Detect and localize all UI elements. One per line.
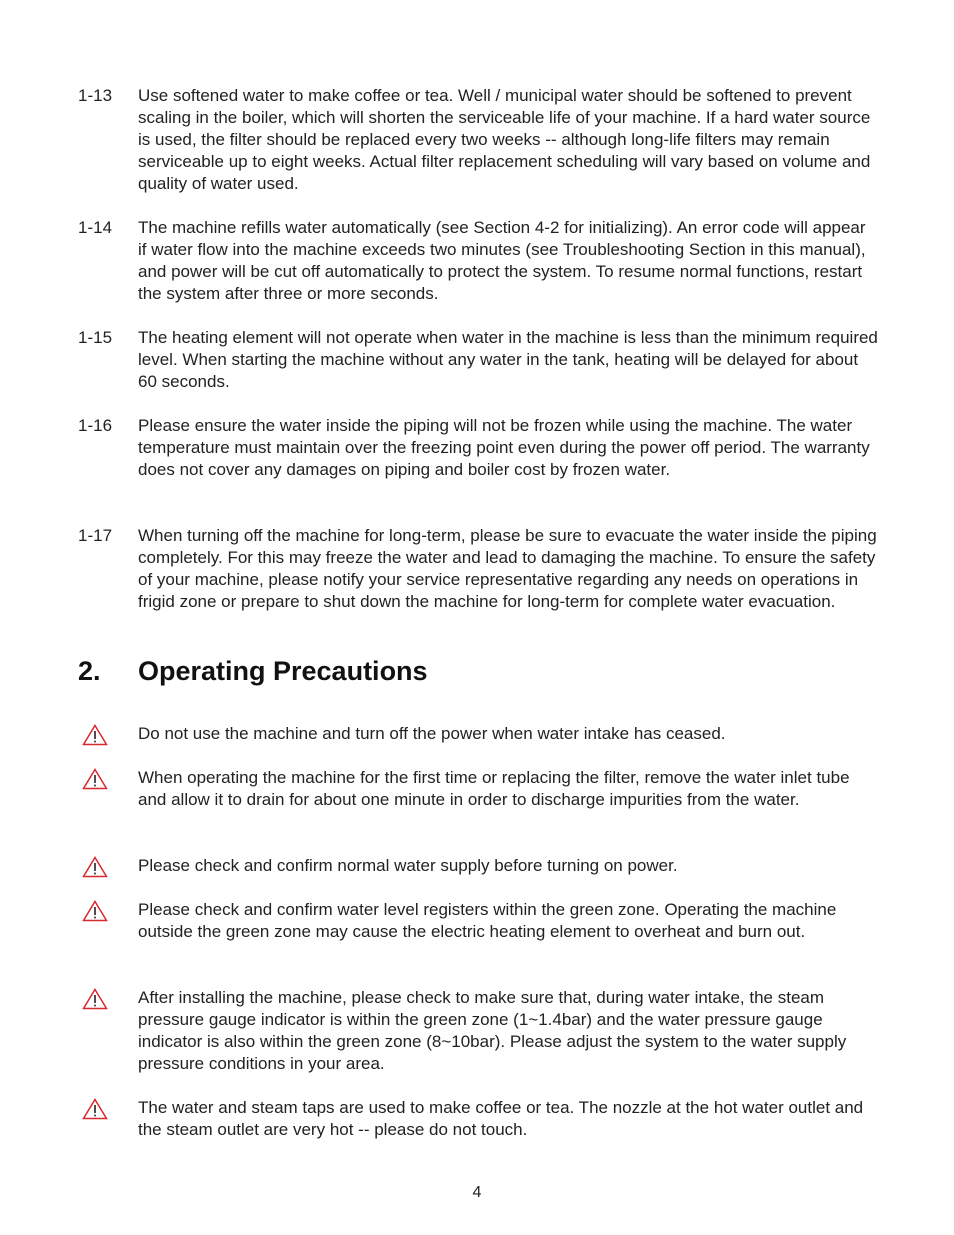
item-number: 1-16 (78, 416, 113, 435)
section-title: Operating Precautions (138, 656, 428, 686)
section-heading (78, 654, 428, 688)
warning-item (78, 723, 878, 746)
numbered-item-1-16 (78, 415, 878, 481)
item-number: 1-13 (78, 86, 113, 105)
warning-triangle-icon (78, 1097, 138, 1141)
warning-item (78, 767, 878, 811)
item-number: 1-15 (78, 328, 113, 347)
numbered-item-1-17 (78, 525, 878, 613)
item-text: When turning off the machine for long-term, please be sure to evacuate the water inside the piping completely. For this may freeze the water and lead to damaging the machine. To ensure the safety of your machine, please notify your service representative regarding any needs on operations in frigid zone or prepare to shut down the machine for long-term for complete water evacuation. (138, 526, 877, 611)
warning-triangle-icon (78, 855, 138, 878)
warning-item (78, 899, 878, 943)
section-number: 2. (78, 656, 101, 686)
warning-text: After installing the machine, please check to make sure that, during water intake, the steam pressure gauge indicator is within the green zone (1~1.4bar) and the water pressure gauge indicator is also within the green zone (8~10bar). Please adjust the system to the water supply pressure conditions in your area. (138, 988, 847, 1073)
warning-triangle-icon (78, 987, 138, 1075)
warning-item (78, 987, 878, 1075)
warning-text: Please check and confirm water level registers within the green zone. Operating the machine outside the green zone may cause the electric heating element to overheat and burn out. (138, 900, 837, 941)
warning-triangle-icon (78, 723, 138, 746)
warning-text: When operating the machine for the first time or replacing the filter, remove the water inlet tube and allow it to drain for about one minute in order to discharge impurities from the water. (138, 768, 850, 809)
item-text: The machine refills water automatically (see Section 4-2 for initializing). An error code will appear if water flow into the machine exceeds two minutes (see Troubleshooting Section in this manual), and power will be cut off automatically to protect the system. To resume normal functions, restart the system after three or more seconds. (138, 218, 866, 303)
warning-item (78, 1097, 878, 1141)
item-text: Please ensure the water inside the piping will not be frozen while using the machine. The water temperature must maintain over the freezing point even during the power off period. The warranty does not cover any damages on piping and boiler cost by frozen water. (138, 416, 870, 479)
warning-triangle-icon (78, 899, 138, 943)
item-number: 1-14 (78, 218, 113, 237)
page-number: 4 (472, 1184, 482, 1201)
item-text: The heating element will not operate when water in the machine is less than the minimum required level. When starting the machine without any water in the tank, heating will be delayed for about 60 seconds. (138, 328, 878, 391)
warning-text: Do not use the machine and turn off the power when water intake has ceased. (138, 724, 726, 743)
numbered-item-1-14 (78, 217, 878, 305)
warning-text: Please check and confirm normal water supply before turning on power. (138, 856, 678, 875)
warning-item (78, 855, 878, 878)
item-text: Use softened water to make coffee or tea. Well / municipal water should be softened to prevent scaling in the boiler, which will shorten the serviceable life of your machine. If a hard water source is used, the filter should be replaced every two weeks -- although long-life filters may remain serviceable up to eight weeks. Actual filter replacement scheduling will vary based on volume and quality of water used. (138, 86, 871, 193)
item-number: 1-17 (78, 526, 113, 545)
numbered-item-1-15 (78, 327, 878, 393)
warning-triangle-icon (78, 767, 138, 811)
warning-text: The water and steam taps are used to make coffee or tea. The nozzle at the hot water outlet and the steam outlet are very hot -- please do not touch. (138, 1098, 864, 1139)
numbered-item-1-13 (78, 85, 878, 195)
